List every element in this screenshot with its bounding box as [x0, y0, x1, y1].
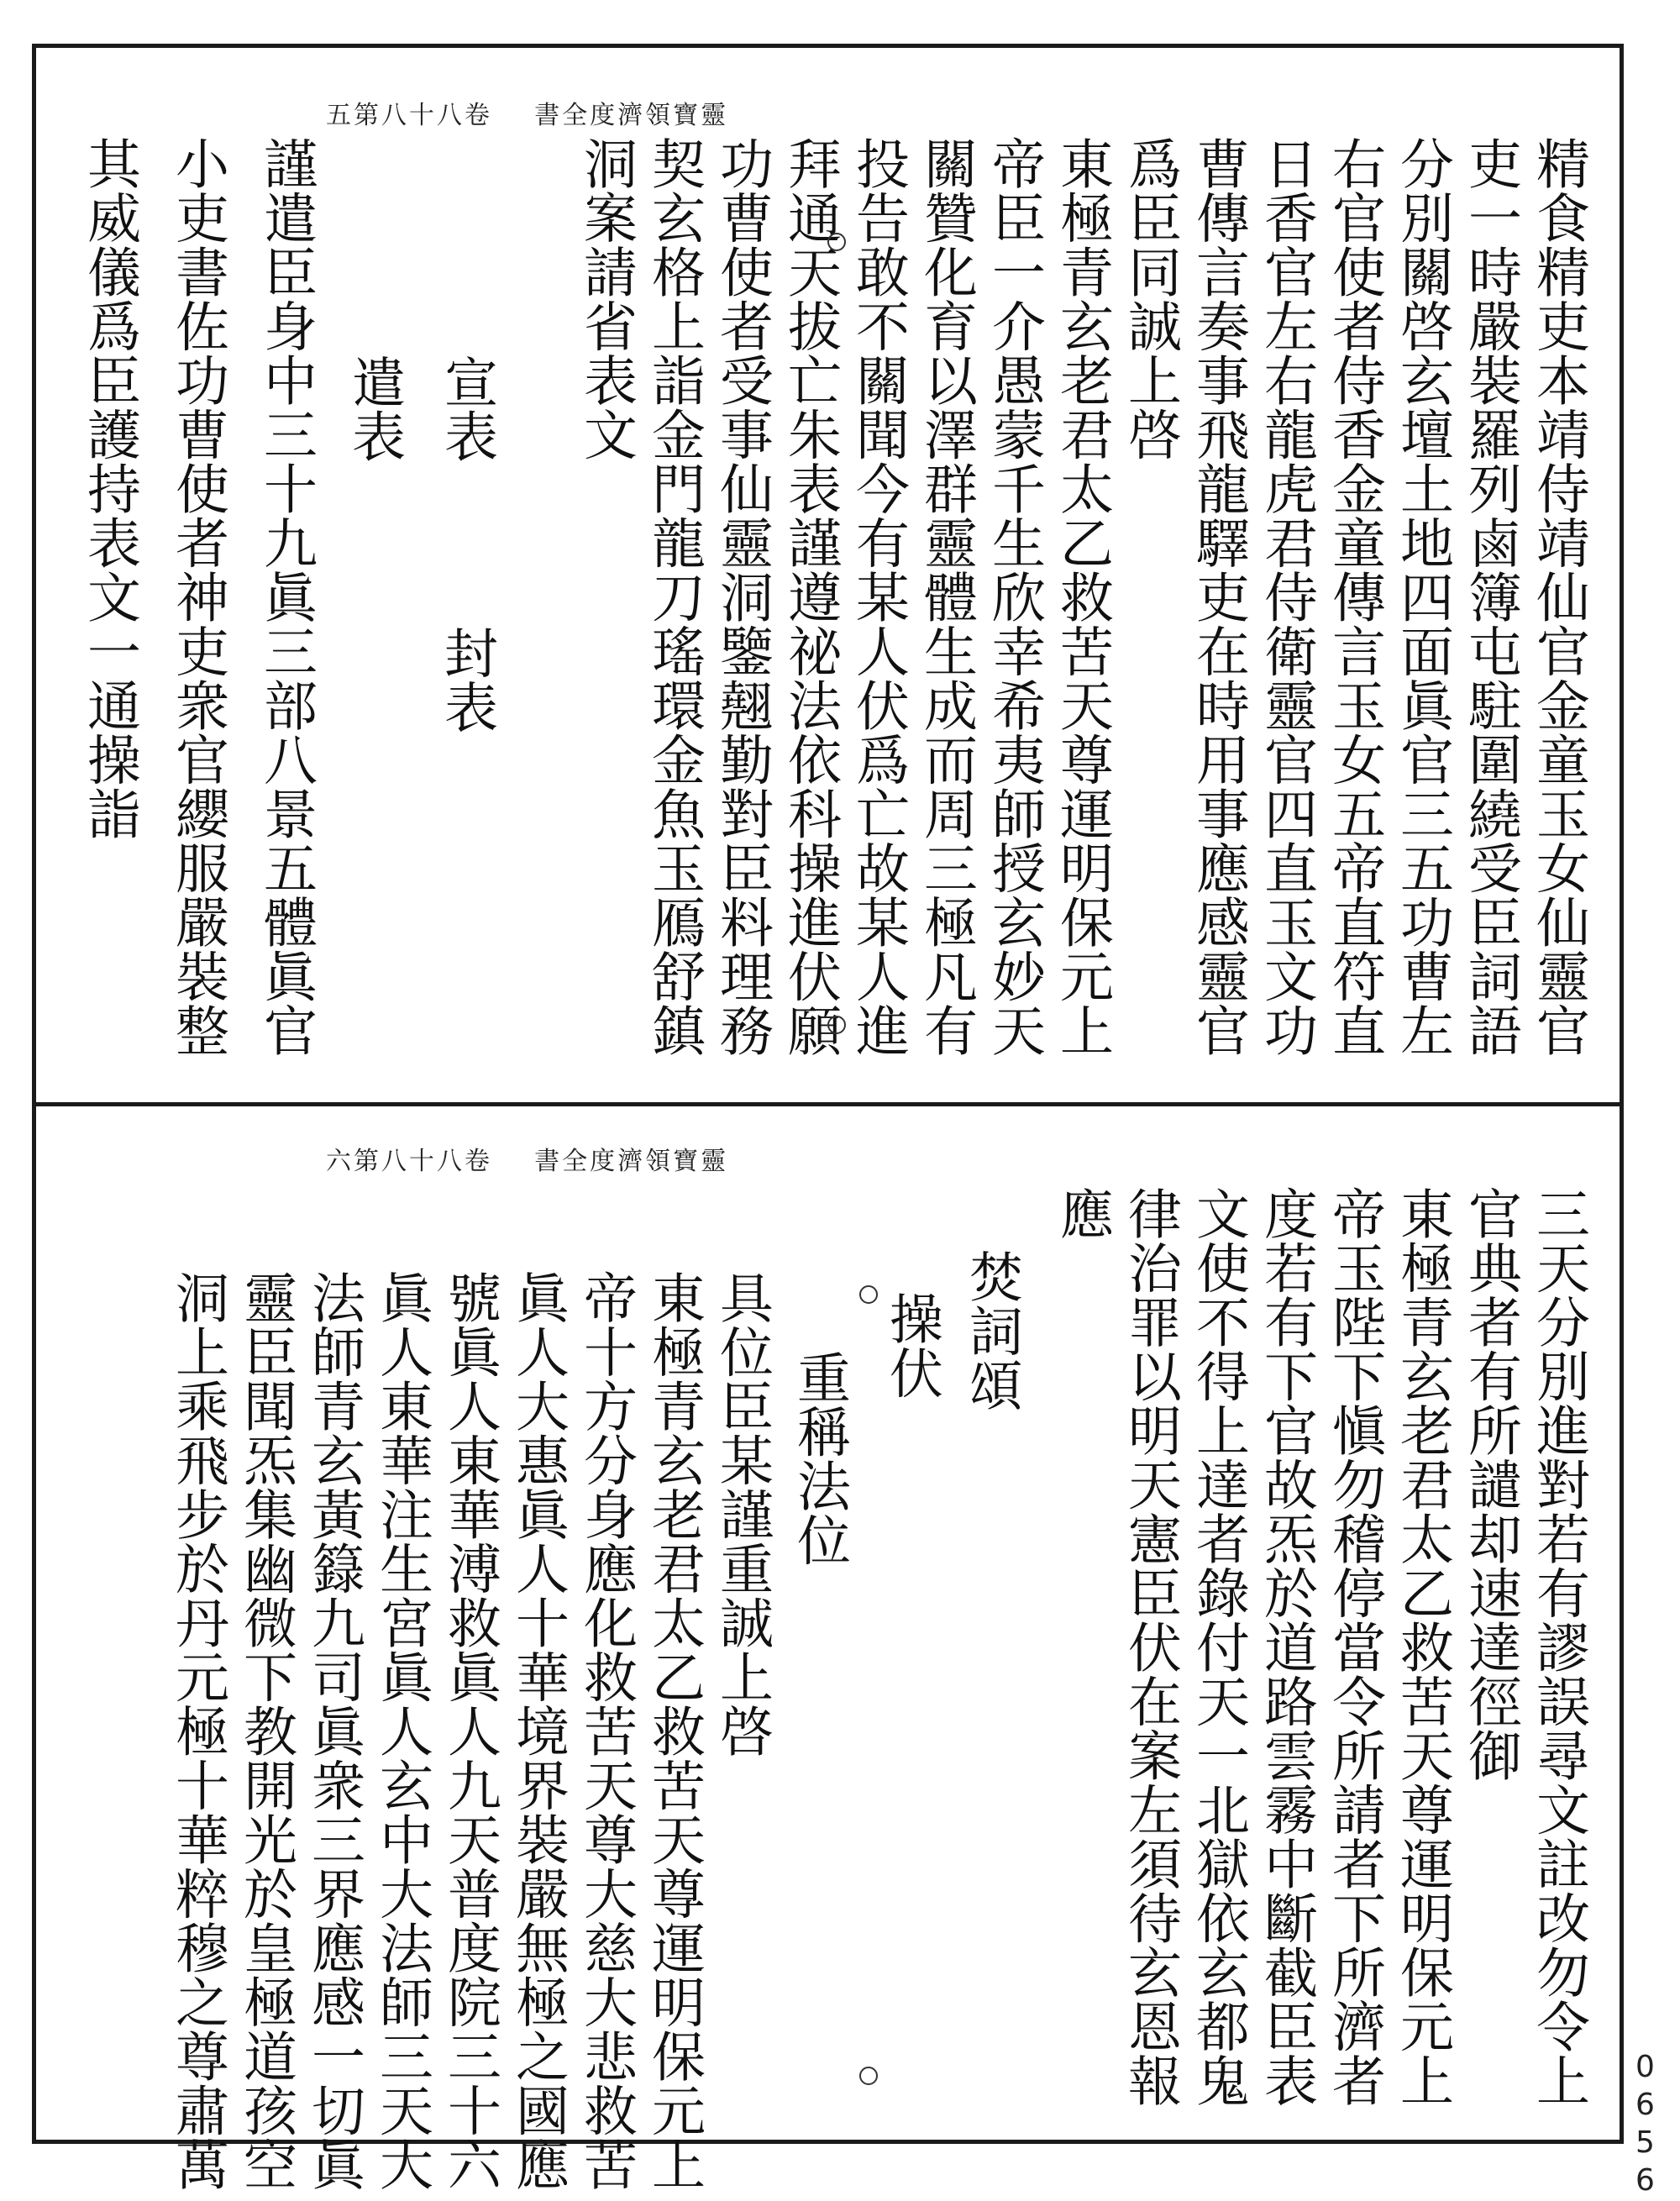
text-column: 眞人大惠眞人十華境界裝嚴無極之國應 [507, 1270, 569, 2192]
punctuation-circle [859, 2067, 878, 2085]
punctuation-circle [827, 233, 846, 251]
page-header: 六第八十八卷 書全度濟領寶靈 [326, 1147, 729, 1176]
text-column: 三天分別進對若有謬誤尋文註改勿令上 [1527, 1186, 1589, 2108]
text-column: 洞案請省表文 [575, 136, 637, 461]
punctuation-circle [859, 1285, 878, 1304]
text-column: 東極青玄老君太乙救苦天尊運明保元上 [1391, 1186, 1453, 2108]
text-column: 謹遣臣身中三十九眞三部八景五體眞官 [255, 136, 317, 1058]
text-column: 具位臣某謹重誠上啓 [711, 1270, 773, 1758]
text-column: 投告敢不關聞今有某人伏爲亡故某人進 [847, 136, 909, 1058]
text-column: 帝十方分身應化救苦天尊大慈大悲救苦 [575, 1270, 637, 2192]
text-column: 拜通天拔亡朱表謹遵祕法依科操進伏願 [779, 136, 841, 1058]
text-column: 帝玉陛下愼勿稽停當令所請者下所濟者 [1323, 1186, 1385, 2108]
text-column: 宣表 封表 [435, 355, 497, 734]
punctuation-circle [827, 1016, 846, 1034]
text-column: 其威儀爲臣護持表文一通操詣 [78, 136, 140, 841]
text-column: 東極青玄老君太乙救苦天尊運明保元上 [643, 1270, 705, 2192]
text-column: 分別關啓玄壇土地四面眞官三五功曹左 [1391, 136, 1453, 1058]
text-column: 右官使者侍香金童傳言玉女五帝直符直 [1323, 136, 1385, 1058]
text-column: 小吏書佐功曹使者神吏衆官纓服嚴裝整 [166, 136, 228, 1058]
text-column: 文使不得上達者錄付天一北獄依玄都鬼 [1187, 1186, 1249, 2108]
text-column: 吏一時嚴裝羅列鹵簿屯駐圍繞受臣詞語 [1459, 136, 1521, 1058]
text-column: 眞人東華注生宮眞人玄中大法師三天大 [370, 1270, 433, 2192]
text-column: 律治罪以明天憲臣伏在案左須待玄恩報 [1119, 1186, 1181, 2108]
text-column: 洞上乘飛步於丹元極十華粹穆之尊肅萬 [166, 1270, 228, 2192]
text-column: 官典者有所譴却速達徑御 [1459, 1186, 1521, 1783]
text-column: 度若有下官故炁於道路雲霧中斷截臣表 [1255, 1186, 1317, 2108]
lower-page [36, 1106, 1620, 2192]
text-column: 操伏 [880, 1291, 942, 1400]
text-column: 爲臣同誠上啓 [1119, 136, 1181, 461]
text-column: 精食精吏本靖侍靖仙官金童玉女仙靈官 [1527, 136, 1589, 1058]
text-column: 東極青玄老君太乙救苦天尊運明保元上 [1051, 136, 1113, 1058]
page-number: 0656 [1628, 2050, 1662, 2201]
upper-page [36, 48, 1620, 1102]
text-column: 號眞人東華溥救眞人九天普度院三十六 [438, 1270, 501, 2192]
text-column: 遣表 [343, 355, 405, 463]
text-column: 帝臣一介愚蒙千生欣幸希夷師授玄妙天 [983, 136, 1045, 1058]
text-column: 重稱法位 [788, 1350, 850, 1567]
text-column: 功曹使者受事仙靈洞鑒翹勤對臣料理務 [711, 136, 773, 1058]
text-column: 契玄格上詣金門龍刀瑤環金魚玉鴈舒鎮 [643, 136, 705, 1058]
text-column: 曹傳言奏事飛龍驛吏在時用事應感靈官 [1187, 136, 1249, 1058]
page-header: 五第八十八卷 書全度濟領寶靈 [326, 101, 729, 130]
text-column: 日香官左右龍虎君侍衛靈官四直玉文功 [1255, 136, 1317, 1058]
text-column: 關贊化育以澤群靈體生成而周三極凡有 [915, 136, 977, 1058]
text-column: 靈臣聞炁集幽微下教開光於皇極道孩空 [234, 1270, 297, 2192]
text-column: 焚詞頌 [960, 1249, 1022, 1412]
text-column: 應 [1051, 1186, 1113, 1241]
text-column: 法師青玄黃籙九司眞衆三界應感一切眞 [302, 1270, 365, 2192]
